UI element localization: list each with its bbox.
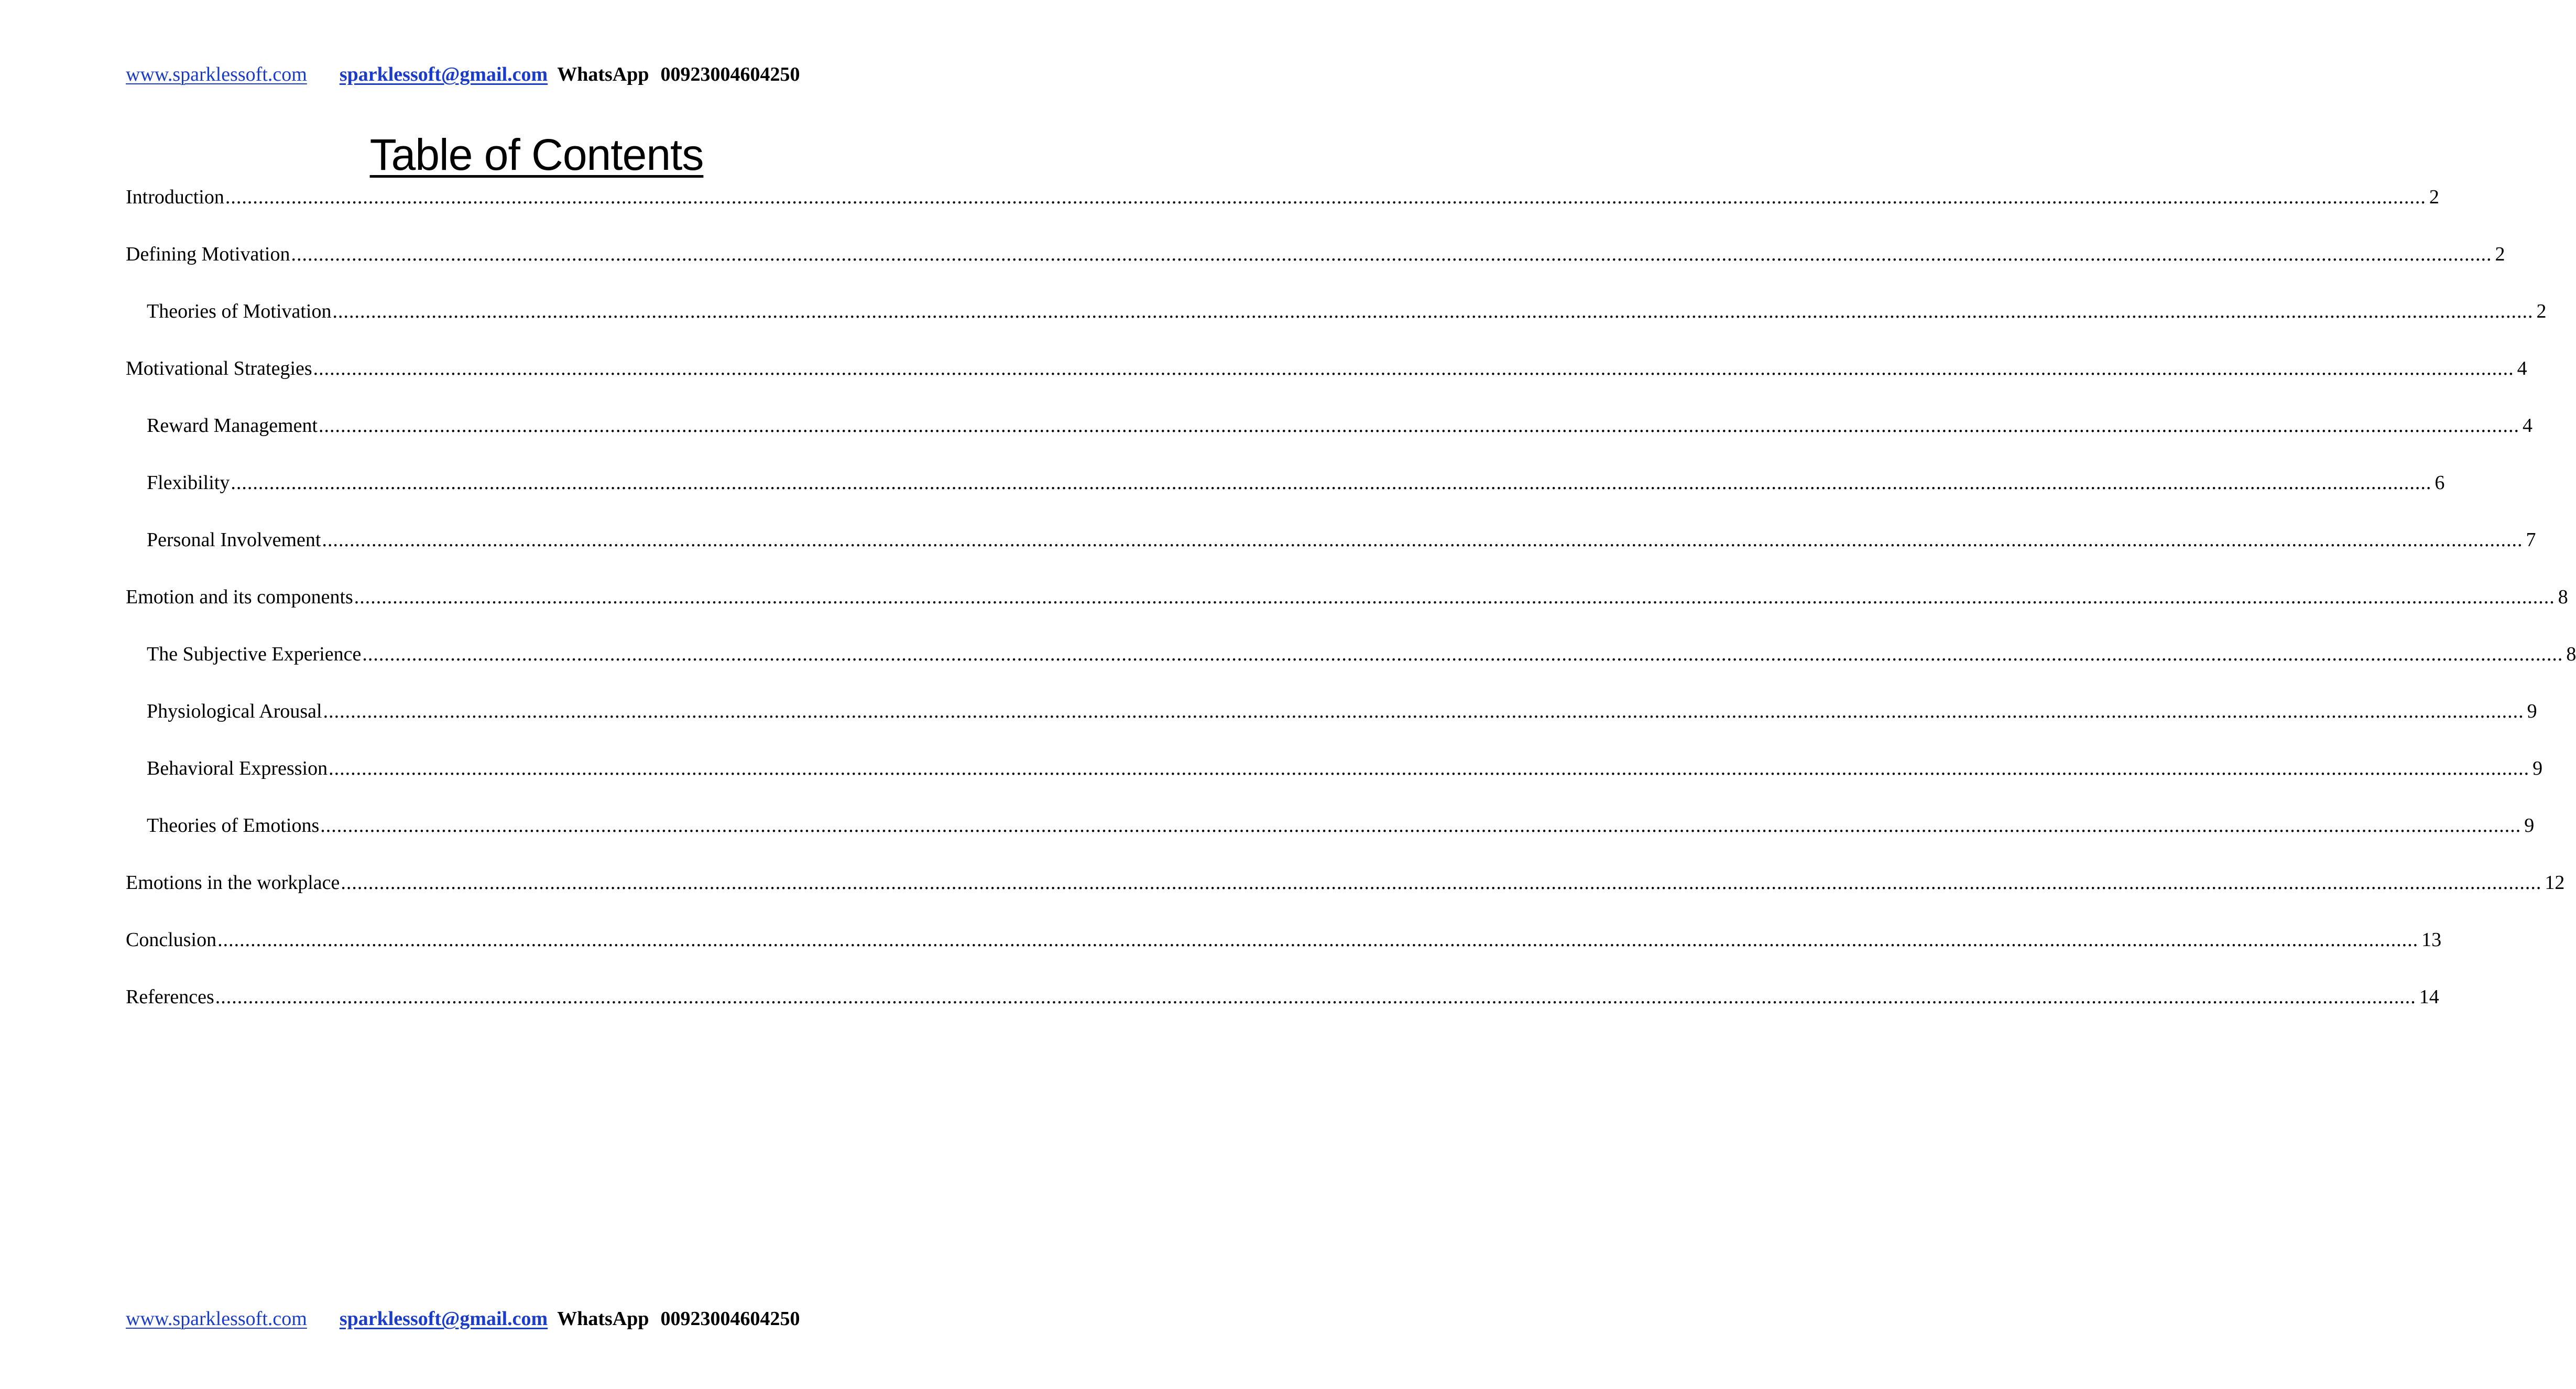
toc-entry-behavioral-expression[interactable] xyxy=(126,755,2543,812)
toc-leader-dots: ................................................................................................................................................................................................................................................................................................................................................................................................................ xyxy=(362,643,2563,665)
toc-entry-label: Conclusion xyxy=(126,929,217,951)
toc-entry-references[interactable] xyxy=(126,983,2439,1040)
toc-entry-label: Theories of Emotions xyxy=(147,815,320,837)
header-whatsapp-number: 00923004604250 xyxy=(660,63,800,85)
toc-leader-dots: ................................................................................................................................................................................................................................................................................................................................................................................................................ xyxy=(322,529,2523,551)
toc-entry-page: 13 xyxy=(2421,929,2442,951)
footer-whatsapp-label: WhatsApp xyxy=(557,1308,649,1330)
toc-entry-label: Motivational Strategies xyxy=(126,357,312,379)
toc-entry-personal-involvement[interactable] xyxy=(126,526,2536,583)
footer-website-link[interactable]: www.sparklessoft.com xyxy=(126,1308,307,1330)
toc-leader-dots: ................................................................................................................................................................................................................................................................................................................................................................................................................ xyxy=(313,357,2514,379)
toc-leader-dots: ................................................................................................................................................................................................................................................................................................................................................................................................................ xyxy=(354,586,2555,608)
toc-entry-physiological-arousal[interactable] xyxy=(126,698,2537,755)
page-title xyxy=(0,126,1073,183)
toc-entry-flexibility[interactable] xyxy=(126,469,2445,526)
toc-entry-page: 9 xyxy=(2527,700,2537,722)
toc-entry-label: Theories of Motivation xyxy=(147,300,332,322)
toc-entry-label: Emotions in the workplace xyxy=(126,872,340,894)
toc-entry-page: 9 xyxy=(2524,815,2535,837)
toc-leader-dots: ................................................................................................................................................................................................................................................................................................................................................................................................................ xyxy=(319,415,2520,437)
toc-leader-dots: ................................................................................................................................................................................................................................................................................................................................................................................................................ xyxy=(215,986,2416,1008)
toc-entry-label: Physiological Arousal xyxy=(147,700,322,722)
toc-entry-label: Personal Involvement xyxy=(147,529,321,551)
toc-entry-page: 8 xyxy=(2566,643,2576,665)
toc-entry-page: 12 xyxy=(2545,872,2565,894)
toc-leader-dots: ................................................................................................................................................................................................................................................................................................................................................................................................................ xyxy=(320,815,2522,837)
toc-entry-emotion-components[interactable] xyxy=(126,583,2568,641)
toc-leader-dots: ................................................................................................................................................................................................................................................................................................................................................................................................................ xyxy=(323,700,2524,722)
toc-list xyxy=(126,183,2576,1040)
toc-leader-dots: ................................................................................................................................................................................................................................................................................................................................................................................................................ xyxy=(332,300,2534,322)
toc-entry-label: Introduction xyxy=(126,186,224,208)
toc-entry-emotions-workplace[interactable] xyxy=(126,869,2565,926)
header-website-link[interactable]: www.sparklessoft.com xyxy=(126,63,307,85)
toc-entry-page: 2 xyxy=(2429,186,2439,208)
header-email-link[interactable]: sparklessoft@gmail.com xyxy=(339,63,548,85)
toc-entry-page: 9 xyxy=(2533,757,2543,779)
toc-entry-reward-management[interactable] xyxy=(126,412,2533,469)
toc-entry-page: 4 xyxy=(2523,415,2533,437)
footer-email-link[interactable]: sparklessoft@gmail.com xyxy=(339,1308,548,1330)
toc-entry-label: Behavioral Expression xyxy=(147,757,328,779)
toc-entry-defining-motivation[interactable] xyxy=(126,241,2505,298)
toc-entry-page: 8 xyxy=(2558,586,2568,608)
toc-entry-page: 2 xyxy=(2495,243,2505,265)
toc-entry-label: Emotion and its components xyxy=(126,586,353,608)
toc-entry-label: The Subjective Experience xyxy=(147,643,362,665)
toc-entry-page: 7 xyxy=(2526,529,2536,551)
header-whatsapp-label: WhatsApp xyxy=(557,63,649,85)
toc-entry-page: 2 xyxy=(2536,300,2547,322)
toc-leader-dots: ................................................................................................................................................................................................................................................................................................................................................................................................................ xyxy=(341,872,2542,894)
toc-entry-label: Defining Motivation xyxy=(126,243,290,265)
page-footer xyxy=(126,1303,964,1334)
toc-entry-motivational-strategies[interactable] xyxy=(126,355,2527,412)
toc-entry-label: References xyxy=(126,986,214,1008)
toc-entry-subjective-experience[interactable] xyxy=(126,641,2576,698)
toc-leader-dots: ................................................................................................................................................................................................................................................................................................................................................................................................................ xyxy=(291,243,2492,265)
page-header xyxy=(126,59,964,90)
toc-entry-label: Reward Management xyxy=(147,415,318,437)
toc-entry-label: Flexibility xyxy=(147,472,230,494)
toc-entry-theories-of-emotions[interactable] xyxy=(126,812,2535,869)
toc-entry-page: 14 xyxy=(2419,986,2439,1008)
toc-leader-dots: ................................................................................................................................................................................................................................................................................................................................................................................................................ xyxy=(217,929,2419,951)
toc-entry-introduction[interactable] xyxy=(126,183,2439,241)
toc-leader-dots: ................................................................................................................................................................................................................................................................................................................................................................................................................ xyxy=(225,186,2426,208)
toc-entry-page: 4 xyxy=(2517,357,2527,379)
toc-entry-theories-of-motivation[interactable] xyxy=(126,298,2547,355)
toc-entry-conclusion[interactable] xyxy=(126,926,2442,983)
toc-leader-dots: ................................................................................................................................................................................................................................................................................................................................................................................................................ xyxy=(231,472,2432,494)
toc-leader-dots: ................................................................................................................................................................................................................................................................................................................................................................................................................ xyxy=(329,757,2530,779)
toc-entry-page: 6 xyxy=(2435,472,2445,494)
page-title-text: Table of Contents xyxy=(369,130,704,179)
footer-whatsapp-number: 00923004604250 xyxy=(660,1308,800,1330)
